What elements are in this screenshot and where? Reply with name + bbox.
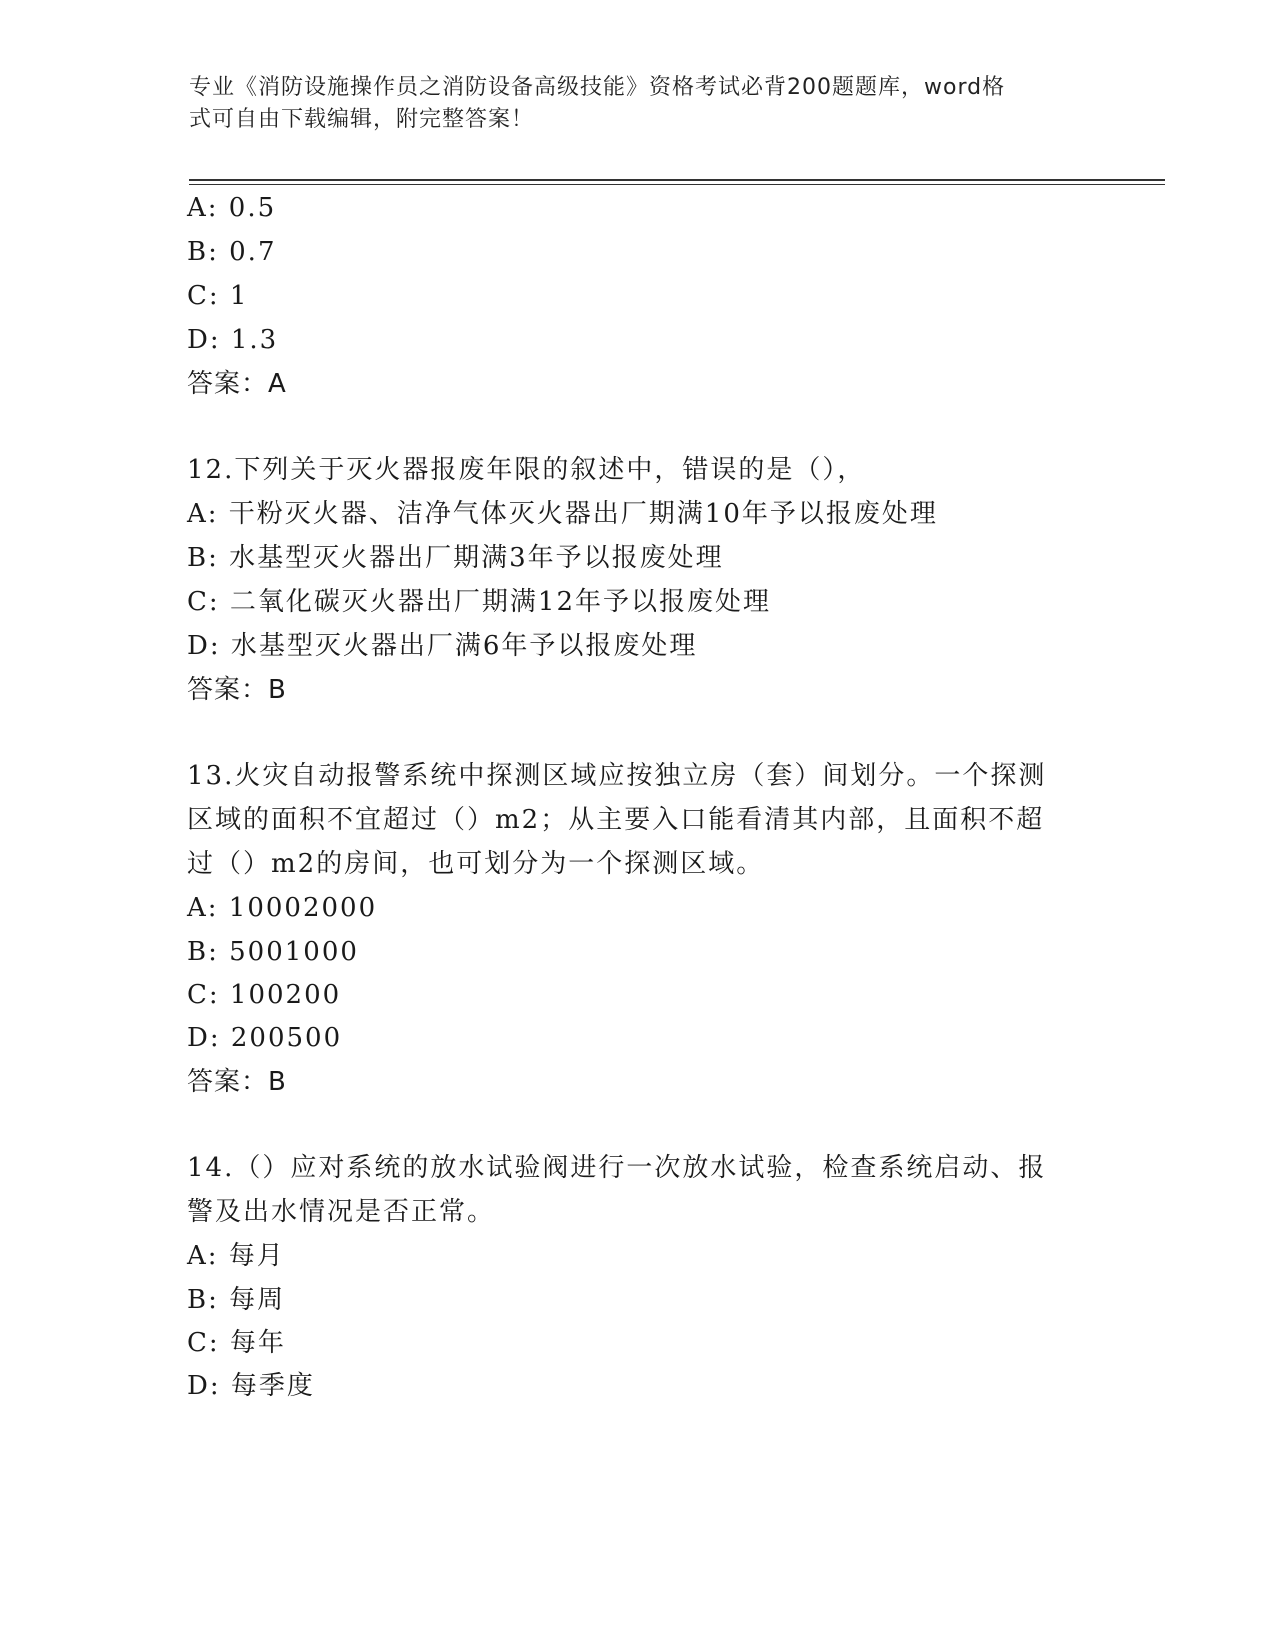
header-divider-thick: [189, 179, 1165, 181]
q12-option-a: A: 干粉灭火器、洁净气体灭火器出厂期满10年予以报废处理: [187, 499, 938, 529]
q11-option-a: A: 0.5: [187, 193, 277, 223]
q13-option-a: A: 10002000: [187, 893, 378, 923]
header-intro-line-1: 专业《消防设施操作员之消防设备高级技能》资格考试必背200题题库，word格: [189, 75, 1006, 100]
q13-question-line-3: 过（）m2的房间，也可划分为一个探测区域。: [187, 849, 765, 879]
q13-option-c: C: 100200: [187, 980, 342, 1010]
q14-question-line-2: 警及出水情况是否正常。: [187, 1197, 496, 1227]
q12-option-b: B: 水基型灭火器出厂期满3年予以报废处理: [187, 543, 724, 573]
q13-option-b: B: 5001000: [187, 937, 359, 967]
q13-answer: 答案：B: [187, 1067, 287, 1097]
q12-question: 12.下列关于灭火器报废年限的叙述中，错误的是（），: [187, 455, 866, 485]
q11-option-c: C: 1: [187, 281, 249, 311]
q12-answer: 答案：B: [187, 675, 287, 705]
q13-question-line-2: 区域的面积不宜超过（）m2；从主要入口能看清其内部，且面积不超: [187, 805, 1045, 835]
q12-option-c: C: 二氧化碳灭火器出厂期满12年予以报废处理: [187, 587, 772, 617]
q13-question-line-1: 13.火灾自动报警系统中探测区域应按独立房（套）间划分。一个探测: [187, 761, 1047, 791]
document-header: [189, 72, 1079, 136]
q14-question-line-1: 14.（）应对系统的放水试验阀进行一次放水试验，检查系统启动、报: [187, 1153, 1047, 1183]
q11-option-d: D: 1.3: [187, 325, 279, 355]
q14-option-d: D: 每季度: [187, 1371, 315, 1401]
q12-option-d: D: 水基型灭火器出厂满6年予以报废处理: [187, 631, 698, 661]
q11-option-b: B: 0.7: [187, 237, 277, 267]
q14-option-b: B: 每周: [187, 1285, 286, 1315]
q11-answer: 答案：A: [187, 369, 287, 399]
header-intro-line-2: 式可自由下载编辑，附完整答案！: [189, 107, 535, 132]
q14-option-c: C: 每年: [187, 1328, 286, 1358]
q14-option-a: A: 每月: [187, 1241, 285, 1271]
header-divider-thin: [189, 184, 1165, 185]
q13-option-d: D: 200500: [187, 1023, 343, 1053]
